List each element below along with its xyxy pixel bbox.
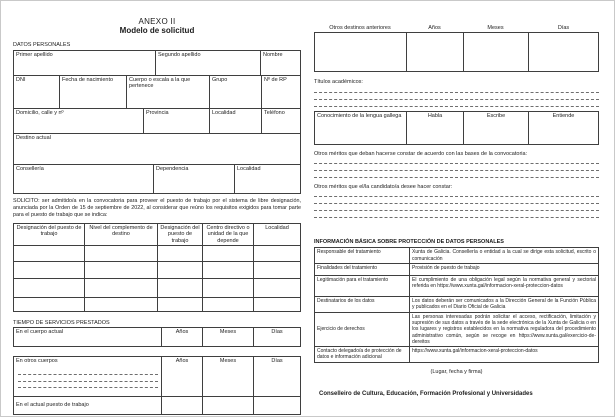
field-actual-puesto: En el actual puesto de trabajo [14,397,162,414]
empty-cell [162,397,203,414]
otros-meritos-bases-label: Otros méritos que deban hacerse constar de acuerdo con las bases de la convocatoria: [314,150,528,157]
col-header-meses: Meses [487,25,504,31]
empty-cell [254,298,300,311]
table-row [14,76,300,109]
table-row [14,357,300,397]
lengua-gallega-table [314,111,599,145]
row-label-legitimacion: Legitimación para el tratamiento [315,276,410,296]
dotted-line [314,171,599,178]
dotted-line [314,204,599,211]
row-label-ejercicio: Ejercicio de derechos [315,313,410,346]
puestos-solicitados-table [13,223,301,312]
dotted-line [314,157,599,164]
field-fecha-nacimiento: Fecha de nacimiento [60,76,127,108]
row-value-contacto: https://www.xunta.gal/informacion-xeral-proteccion-datos [412,348,538,354]
col-header-escribe: Escribe [464,112,529,144]
dotted-line [314,93,599,100]
col-header-dias: Días [271,329,283,336]
table-row [14,165,300,193]
datos-personales-table [13,50,301,194]
table-row [315,347,598,362]
dotted-line [314,197,599,204]
col-header-entiende: Entiende [552,112,575,119]
empty-cell [14,246,85,261]
col-header-meses: Meses [203,357,254,396]
col-header-nivel-complemento: Nivel del complemento de destino [85,224,158,245]
tiempo-cuerpo-actual-table [13,327,301,347]
col-header-habla: Habla [407,112,464,144]
table-row [315,276,598,297]
empty-cell [85,279,158,297]
field-grupo: Grupo [210,76,262,108]
table-row [14,134,300,165]
table-header-row [14,224,300,246]
row-label-finalidades: Finalidades del tratamiento [315,264,410,275]
field-destino-actual: Destino actual [16,135,51,141]
empty-row [14,246,300,262]
otros-cuerpos-label: En otros cuerpos [16,358,58,365]
field-otros-cuerpos [14,357,162,396]
field-dependencia: Dependencia [154,165,235,193]
col-header-dias: Días [557,25,570,31]
row-value-finalidades: Provisión de puesto de trabajo [412,264,480,271]
empty-cell [158,298,203,311]
field-conocimiento-lengua: Conocimiento de la lengua gallega [315,112,407,144]
otros-destinos-header-row [314,25,599,31]
empty-cell [203,279,254,297]
col-header-designacion-puesto-2: Designación del puesto de trabajo [158,224,203,245]
row-value-ejercicio: Las personas interesadas podrán solicitar el acceso, rectificación, limitación y supresión de sus datos a través de la sede electrónica de la Xunta de Galicia o en los lugares y registros establecidos en la normativa reguladora del procedimiento administrativo común, según se recoge en https://www.xunta.gal/exercicio-de-dereitos [412,313,596,345]
empty-row [14,279,300,298]
otros-destinos-table [314,32,599,72]
table-row [315,313,598,347]
empty-row [14,298,300,311]
proteccion-datos-heading: INFORMACIÓN BÁSICA SOBRE PROTECCIÓN DE DATOS PERSONALES [314,239,504,246]
page-title: ANEXO II [138,17,176,26]
dotted-line [314,86,599,93]
dotted-line [314,211,599,218]
field-nombre: Nombre [263,52,283,58]
field-localidad: Localidad [210,109,262,133]
col-header-dias: Días [271,358,283,365]
tiempo-otros-cuerpos-table [13,356,301,415]
table-row [315,112,598,144]
table-row [315,248,598,264]
solicito-paragraph: SOLICITO: ser admitido/a en la convocatoria para proveer el puesto de trabajo por el sistema de libre designación, anunciada por la Orden de 15 de septiembre de 2022, al considerar que reúno los requisitos exigidos para tomar parte para el puesto de trabajo que se indica: [13,198,301,219]
col-header-anos: Años [428,25,441,31]
titulos-academicos-label: Títulos académicos: [314,79,363,86]
field-provincia: Provincia [144,109,210,133]
field-domicilio: Domicilio, calle y nº [14,109,144,133]
empty-cell [254,279,300,297]
otros-meritos-candidato-label: Otros méritos que el/la candidato/a desee hacer constar: [314,183,453,190]
table-row [14,328,300,346]
row-label-destinatarios: Destinatarios de los datos [315,297,410,312]
table-row [14,397,300,414]
empty-cell [158,262,203,278]
empty-cell [529,33,598,71]
col-header-localidad: Localidad [265,225,289,232]
field-segundo-apellido: Segundo apellido [156,51,261,75]
empty-cell [315,33,407,71]
empty-cell [203,397,254,414]
empty-cell [254,246,300,261]
field-n-rp: Nº de RP [264,77,287,83]
table-row [315,264,598,276]
empty-cell [464,33,529,71]
dotted-line [18,375,158,382]
table-row [14,109,300,134]
signature-note: (Lugar, fecha y firma) [430,369,483,375]
empty-cell [158,279,203,297]
page-subtitle: Modelo de solicitud [119,26,195,35]
section-label-datos-personales: DATOS PERSONALES [13,42,71,48]
empty-cell [85,262,158,278]
left-column [13,1,301,415]
dotted-line [18,368,158,375]
dotted-line [314,100,599,107]
table-row [315,297,598,313]
col-header-anos: Años [162,328,203,346]
empty-cell [14,298,85,311]
empty-cell [203,246,254,261]
row-value-legitimacion: El cumplimiento de una obligación legal según la normativa general y sectorial referida en https://www.xunta.gal/informacion-xeral-proteccion-datos [412,276,596,289]
addressee-footer: Conselleiro de Cultura, Educación, Formación Profesional y Universidades [319,391,533,397]
dotted-line [314,190,599,197]
col-header-meses: Meses [203,328,254,346]
col-header-otros-destinos: Otros destinos anteriores [329,25,391,31]
field-telefono: Teléfono [264,110,285,116]
table-row [14,51,300,76]
field-localidad-destino: Localidad [237,166,261,172]
col-header-anos: Años [162,357,203,396]
empty-cell [407,33,464,71]
field-conselleria: Consellería [14,165,154,193]
dotted-line [18,382,158,389]
empty-row [14,262,300,279]
field-cuerpo-actual: En el cuerpo actual [14,328,162,346]
empty-cell [203,262,254,278]
empty-cell [158,246,203,261]
empty-cell [254,397,300,414]
proteccion-datos-table [314,247,599,363]
row-label-responsable: Responsable del tratamiento [315,248,410,263]
dotted-line [314,164,599,171]
empty-cell [85,246,158,261]
col-header-designacion-puesto: Designación del puesto de trabajo [14,224,85,245]
empty-cell [14,262,85,278]
empty-cell [85,298,158,311]
empty-cell [14,279,85,297]
right-column [314,1,599,375]
empty-row [315,33,598,71]
empty-cell [203,298,254,311]
empty-cell [254,262,300,278]
section-label-tiempo-servicios: TIEMPO DE SERVICIOS PRESTADOS [13,320,110,327]
field-cuerpo-escala: Cuerpo o escala a la que pertenece [127,76,210,108]
row-value-destinatarios: Los datos deberán ser comunicados a la Dirección General de la Función Pública y publicados en el Diario Oficial de Galicia [412,297,596,310]
field-dni: DNI [14,76,60,108]
col-header-centro-directivo: Centro directivo o unidad de la que depende [203,224,254,245]
row-value-responsable: Xunta de Galicia. Consellería o entidad a la cual se dirige esta solicitud, escrito o comunicación [412,249,596,262]
field-primer-apellido: Primer apellido [14,51,156,75]
row-label-contacto: Contacto delegado/a de protección de datos e información adicional [315,347,410,362]
